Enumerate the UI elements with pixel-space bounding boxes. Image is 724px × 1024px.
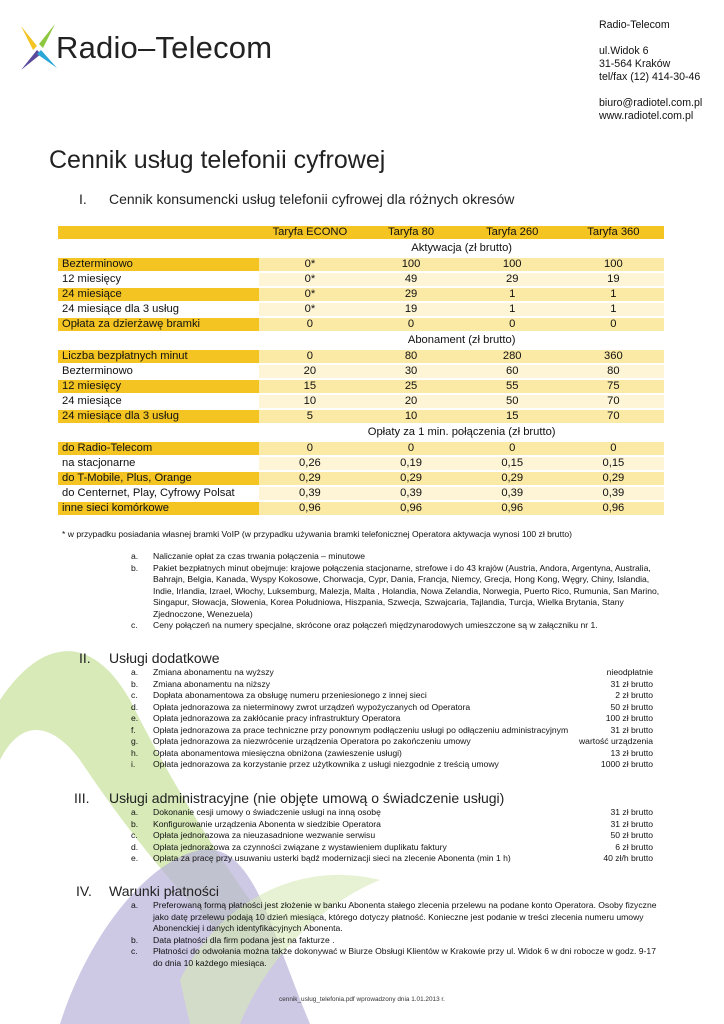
list-marker: c. (131, 946, 138, 956)
item-text: Opłata jednorazowa za czynności związane z wystawieniem duplikatu faktury (153, 841, 447, 852)
cell-value: 50 (462, 395, 563, 408)
list-marker: d. (131, 701, 139, 712)
cell-value: 0* (259, 258, 360, 271)
section-title: Warunki płatności (109, 883, 219, 899)
row-label: Bezterminowo (58, 258, 259, 271)
item-price: 6 zł brutto (615, 841, 653, 852)
cell-value: 0,15 (462, 457, 563, 470)
item-text: Opłata abonamentowa miesięczna obniżona (zawieszenie usługi) (153, 747, 402, 758)
list-marker: a. (131, 551, 139, 561)
cell-value: 15 (462, 410, 563, 423)
group-title: Opłaty za 1 min. połączenia (zł brutto) (367, 426, 556, 438)
table-row (58, 350, 664, 363)
cell-value: 0 (259, 442, 360, 455)
list-item (131, 830, 653, 842)
item-price: 50 zł brutto (610, 701, 653, 712)
row-label: Bezterminowo (62, 365, 133, 377)
section-title: Cennik konsumencki usług telefonii cyfrowej dla różnych okresów (109, 191, 515, 207)
list-marker: g. (131, 736, 139, 746)
item-text: Konfigurowanie urządzenia Abonenta w siedzibie Operatora (153, 818, 381, 829)
list-item (131, 748, 653, 760)
table-header-blank (58, 226, 259, 239)
list-item (131, 563, 663, 621)
column-header: Taryfa 260 (462, 226, 563, 239)
cell-value: 0,39 (360, 487, 461, 500)
logo-icon (19, 22, 59, 72)
cell-value: 80 (563, 365, 664, 378)
item-text: Data płatności dla firm podana jest na fakturze . (153, 934, 335, 945)
table-row (58, 288, 664, 301)
cell-value: 49 (360, 273, 461, 286)
extras-list (131, 667, 653, 771)
cell-value: 29 (462, 273, 563, 286)
group-blank (58, 425, 259, 440)
list-item (131, 759, 653, 771)
table-row (58, 380, 664, 393)
item-text: Opłata jednorazowa za prace techniczne przy ponownym podłączeniu usługi po odłączeniu administracyjnym (153, 724, 569, 735)
cell-value: 25 (360, 380, 461, 393)
item-price: 31 zł brutto (610, 807, 653, 817)
item-text: Opłata za pracę przy usuwaniu usterki bądź modernizacji sieci na zlecenie Abonenta (min 1 h) (153, 853, 511, 863)
cell-value: 0,39 (259, 487, 360, 500)
cell-value: 15 (259, 380, 360, 393)
list-marker: a. (131, 807, 139, 817)
row-label: 24 miesiące (58, 288, 259, 301)
cell-value: 0,39 (462, 487, 563, 500)
cell-value: 0* (259, 273, 360, 286)
table-row (58, 273, 664, 286)
item-price: nieodpłatnie (606, 667, 653, 677)
cell-value: 0,19 (360, 457, 461, 470)
payment-list (131, 900, 663, 969)
item-text: Opłata jednorazowa za nieterminowy zwrot urządzeń wypożyczanych od Operatora (153, 701, 471, 712)
table-row (58, 365, 664, 378)
contact-line: Radio-Telecom (599, 19, 670, 31)
row-label: 24 miesiące dla 3 usług (58, 410, 259, 423)
cell-value: 0* (259, 303, 360, 316)
cell-value: 30 (360, 365, 461, 378)
group-header-row (58, 241, 664, 256)
row-label: do T-Mobile, Plus, Orange (58, 472, 259, 485)
contact-line (599, 32, 702, 45)
item-price: 31 zł brutto (610, 724, 653, 735)
contact-block (599, 19, 702, 123)
item-price: 50 zł brutto (610, 830, 653, 840)
cell-value: 0 (563, 442, 664, 455)
row-label: 12 miesięcy (58, 380, 259, 393)
list-marker: d. (131, 841, 139, 852)
cell-value: 0,29 (360, 472, 461, 485)
item-text: Naliczanie opłat za czas trwania połączenia – minutowe (153, 551, 366, 561)
cell-value: 29 (360, 288, 461, 301)
cell-value: 0,26 (259, 457, 360, 470)
section-number: III. (74, 790, 90, 806)
row-label: do Centernet, Play, Cyfrowy Polsat (62, 487, 235, 499)
cell-value: 1 (462, 303, 563, 316)
column-header: Taryfa 360 (563, 226, 664, 239)
item-price: 1000 zł brutto (600, 759, 653, 769)
cell-value: 0,39 (563, 487, 664, 500)
list-item (131, 807, 653, 819)
cell-value: 0 (462, 442, 563, 455)
list-marker: h. (131, 747, 139, 758)
list-item (131, 551, 663, 563)
item-price: 2 zł brutto (615, 690, 653, 700)
cell-value: 19 (360, 303, 461, 316)
cell-value: 10 (360, 410, 461, 423)
cell-value: 0 (259, 350, 360, 363)
list-marker: b. (131, 562, 139, 573)
cell-value: 70 (563, 410, 664, 423)
list-marker: a. (131, 667, 139, 677)
item-text: Pakiet bezpłatnych minut obejmuje: krajowe połączenia stacjonarne, strefowe i do 43 krajów (Austria, Andora, Argentyna, Australia, Bahrajn, Belgia, Kanada, Wyspy Kokosowe, Chorwacja, Cypr, Dania, Francja, Niemcy, Grecja, Hong Kong, Węgry, Chiny, Islandia, Indie, Irlandia, Izrael, Włochy, Luksemburg, Malezja, Malta , Holandia, Nowa Zelandia, Norwegia, Puerto Rico, Rumunia, San Marino, Singapur, Słowacja, Słowenia, Korea Południowa, Hiszpania, Szwecja, Szwajcaria, Tajlandia, Turcja, Wielka Brytania, Stany Zjednoczone, Wenezuela) (153, 562, 660, 619)
cell-value: 0,29 (563, 472, 664, 485)
table-row (58, 472, 664, 485)
cell-value: 1 (563, 303, 664, 316)
table-row (58, 442, 664, 455)
row-label: na stacjonarne (62, 457, 136, 469)
cell-value: 360 (563, 350, 664, 363)
cell-value: 0* (259, 288, 360, 301)
list-marker: c. (131, 620, 138, 630)
group-header-row (58, 333, 664, 348)
list-item (131, 736, 653, 748)
list-marker: e. (131, 853, 139, 863)
cell-value: 0 (360, 318, 461, 331)
section-number: I. (79, 191, 87, 207)
item-text: Zmiana abonamentu na niższy (153, 678, 271, 689)
cell-value: 70 (563, 395, 664, 408)
cell-value: 0 (462, 318, 563, 331)
cell-value: 1 (462, 288, 563, 301)
cell-value: 10 (259, 395, 360, 408)
table-row (58, 410, 664, 423)
group-header-row (58, 425, 664, 440)
row-label: Opłata za dzierżawę bramki (58, 318, 259, 331)
column-header: Taryfa ECONO (259, 226, 360, 239)
list-marker: a. (131, 900, 139, 910)
item-text: Zmiana abonamentu na wyższy (153, 667, 274, 677)
list-marker: b. (131, 818, 139, 829)
item-text: Opłata jednorazowa za zakłócanie pracy infrastruktury Operatora (153, 713, 401, 723)
contact-line (599, 84, 702, 97)
table-row (58, 258, 664, 271)
list-marker: b. (131, 934, 139, 945)
list-marker: b. (131, 678, 139, 689)
page-title: Cennik usług telefonii cyfrowej (49, 146, 386, 174)
list-marker: e. (131, 713, 139, 723)
contact-website[interactable]: www.radiotel.com.pl (599, 110, 694, 122)
cell-value: 0 (563, 318, 664, 331)
row-label: do Radio-Telecom (58, 442, 259, 455)
cell-value: 75 (563, 380, 664, 393)
cell-value: 19 (563, 273, 664, 286)
cell-value: 0,96 (462, 502, 563, 515)
list-item (131, 725, 653, 737)
cell-value: 0 (360, 442, 461, 455)
item-text: Dopłata abonamentowa za obsługę numeru przeniesionego z innej sieci (153, 690, 427, 700)
list-item (131, 935, 663, 947)
cell-value: 0,15 (563, 457, 664, 470)
table-footnote: * w przypadku posiadania własnej bramki VoIP (w przypadku używania bramki telefonicznej Operatora aktywacja wynosi 100 zł brutto) (62, 529, 572, 539)
cell-value: 20 (259, 365, 360, 378)
row-label: 24 miesiące (62, 395, 122, 407)
list-item (131, 946, 663, 969)
table-row (58, 502, 664, 515)
contact-line: tel/fax (12) 414-30-46 (599, 71, 701, 83)
admin-list (131, 807, 653, 865)
row-label: Liczba bezpłatnych minut (58, 350, 259, 363)
item-price: 13 zł brutto (610, 747, 653, 758)
contact-line: 31-564 Kraków (599, 58, 671, 70)
table-row (58, 487, 664, 500)
list-marker: i. (131, 759, 136, 769)
cell-value: 100 (360, 258, 461, 271)
item-price: wartość urządzenia (578, 736, 653, 746)
item-text: Ceny połączeń na numery specjalne, skrócone oraz połączeń międzynarodowych umieszczone są w załączniku nr 1. (153, 620, 598, 630)
cell-value: 0,96 (259, 502, 360, 515)
table-row (58, 303, 664, 316)
cell-value: 0,29 (259, 472, 360, 485)
list-item (131, 900, 663, 935)
cell-value: 0 (259, 318, 360, 331)
cell-value: 100 (462, 258, 563, 271)
item-text: Dokonanie cesji umowy o świadczenie usługi na inną osobę (153, 807, 381, 817)
group-blank (58, 241, 259, 256)
list-item (131, 690, 653, 702)
section-number: II. (79, 650, 91, 666)
item-text: Opłata jednorazowa za nieuzasadnione wezwanie serwisu (153, 830, 376, 840)
list-item (131, 713, 653, 725)
row-label: 24 miesiące dla 3 usług (62, 303, 179, 315)
group-title: Abonament (zł brutto) (407, 334, 516, 346)
cell-value: 280 (462, 350, 563, 363)
table-row (58, 457, 664, 470)
brand-name: Radio–Telecom (56, 30, 273, 65)
list-item (131, 702, 653, 714)
item-price: 31 zł brutto (610, 818, 653, 829)
cell-value: 60 (462, 365, 563, 378)
list-item (131, 819, 653, 831)
contact-line: ul.Widok 6 (599, 45, 649, 57)
row-label: inne sieci komórkowe (58, 502, 259, 515)
item-price: 40 zł/h brutto (603, 853, 653, 863)
cell-value: 80 (360, 350, 461, 363)
tariff-table (58, 224, 664, 517)
list-marker: f. (131, 724, 136, 735)
list-item (131, 620, 663, 632)
item-text: Opłata jednorazowa za korzystanie przez użytkownika z usługi niezgodnie z treścią umowy (153, 759, 499, 769)
item-text: Preferowaną formą płatności jest złożenie w banku Abonenta stałego zlecenia przelewu na podane konto Operatora. Osoby fizyczne jako datę przelewu podają 10 dzień miesiąca, którego dotyczy płatność. Konieczne jest podanie w treści zlecenia numeru umowy Abonenckiej i danych identyfikacyjnych Abonenta. (153, 900, 657, 933)
table-row (58, 395, 664, 408)
row-label: 12 miesięcy (62, 273, 122, 285)
cell-value: 1 (563, 288, 664, 301)
list-item (131, 842, 653, 854)
cell-value: 5 (259, 410, 360, 423)
cell-value: 0,96 (563, 502, 664, 515)
group-blank (58, 333, 259, 348)
list-item (131, 679, 653, 691)
item-price: 100 zł brutto (605, 713, 653, 723)
section-number: IV. (76, 883, 92, 899)
group-title: Aktywacja (zł brutto) (411, 242, 513, 254)
cell-value: 100 (563, 258, 664, 271)
list-item (131, 853, 653, 865)
list-marker: c. (131, 830, 138, 840)
column-header: Taryfa 80 (360, 226, 461, 239)
cell-value: 55 (462, 380, 563, 393)
cell-value: 20 (360, 395, 461, 408)
section-title: Usługi dodatkowe (109, 650, 220, 666)
item-price: 31 zł brutto (610, 678, 653, 689)
section-title: Usługi administracyjne (nie objęte umową o świadczenie usługi) (109, 790, 505, 806)
list-item (131, 667, 653, 679)
contact-email[interactable]: biuro@radiotel.com.pl (599, 97, 703, 109)
list-marker: c. (131, 690, 138, 700)
cell-value: 0,29 (462, 472, 563, 485)
table-row (58, 318, 664, 331)
item-text: Płatności do odwołania można także dokonywać w Biurze Obsługi Klientów w Krakowie przy ul. Widok 6 w dni robocze w godz. 9-17 do dnia 10 każdego miesiąca. (153, 946, 656, 968)
item-text: Opłata jednorazowa za niezwrócenie urządzenia Operatora po zakończeniu umowy (153, 736, 471, 746)
cell-value: 0,96 (360, 502, 461, 515)
notes-list (131, 551, 663, 632)
table-header-row (58, 226, 664, 239)
footer-note: cennik_uslug_telefonia.pdf wprowadzony dnia 1.01.2013 r. (279, 996, 445, 1003)
